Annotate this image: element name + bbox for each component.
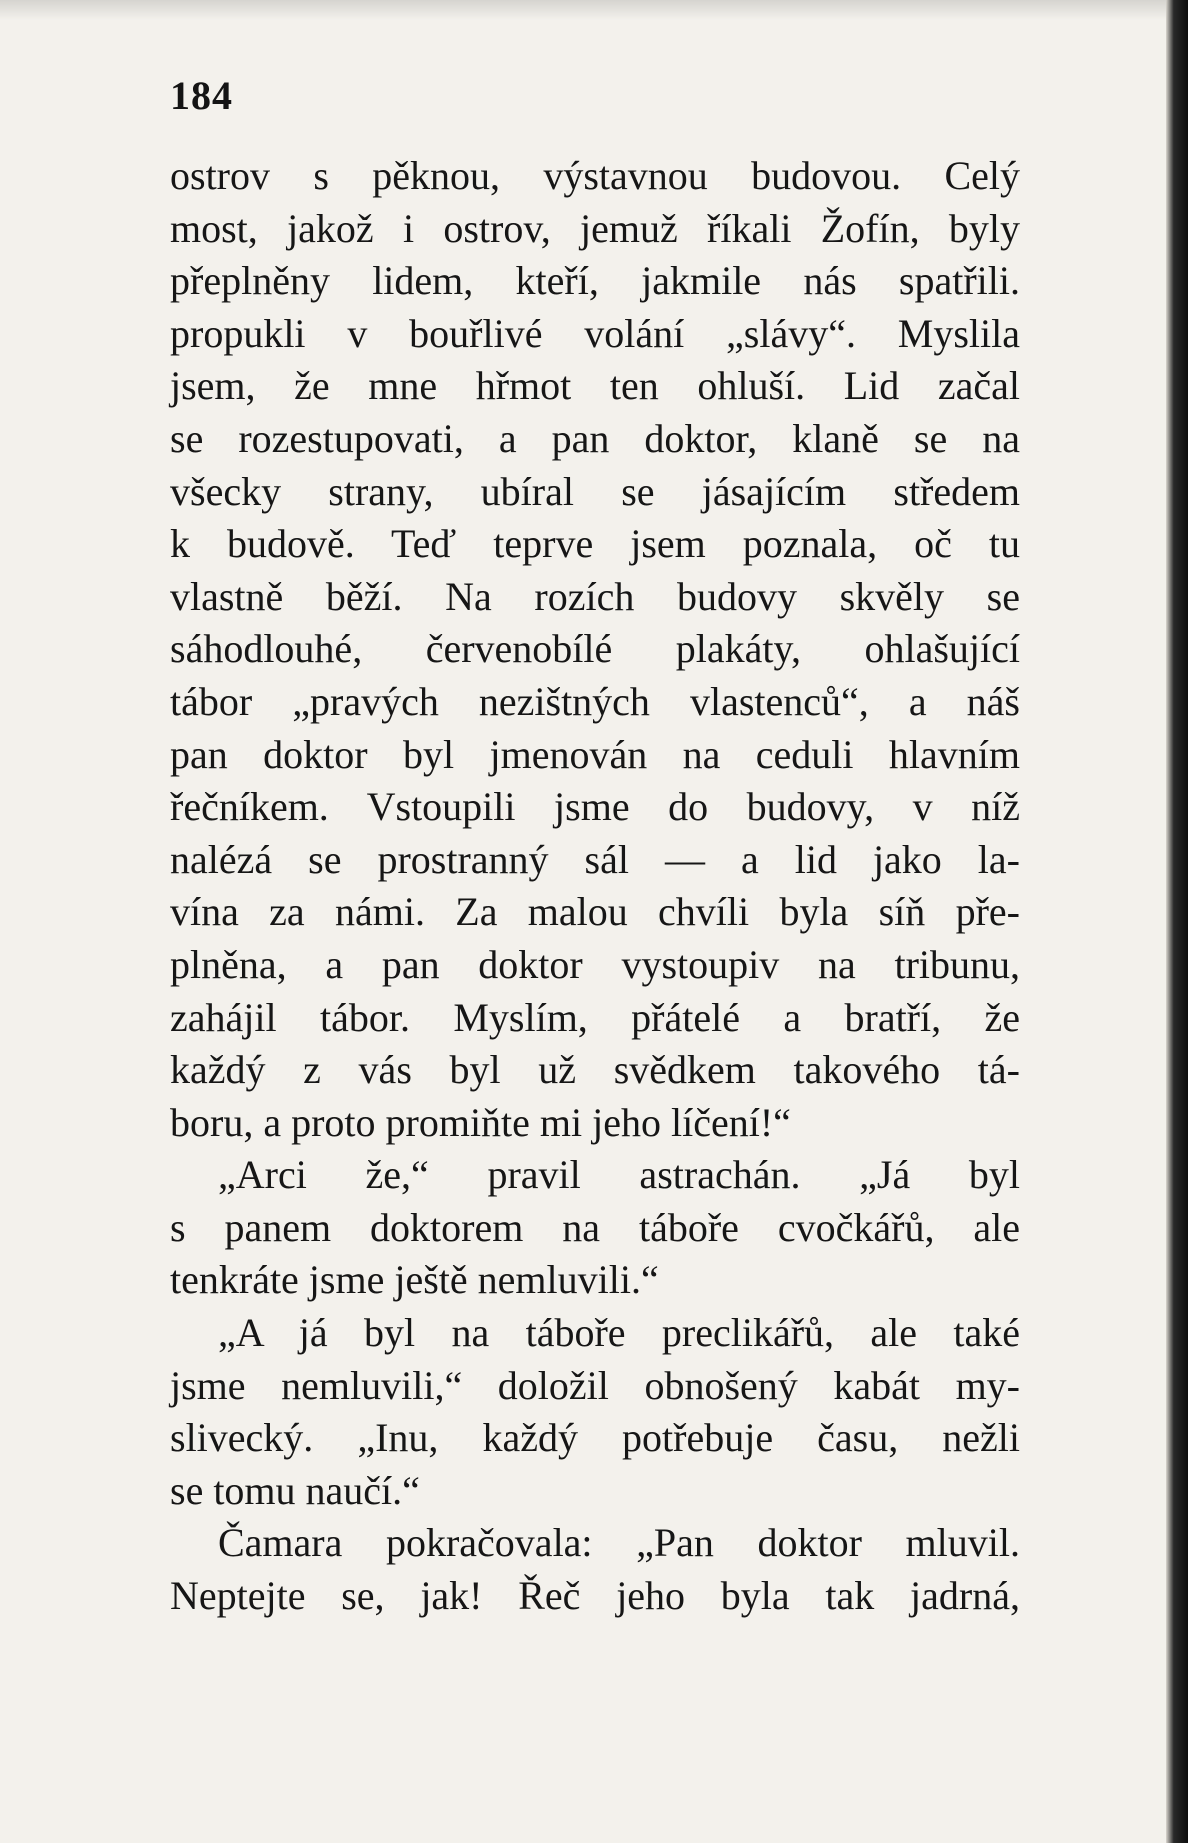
text-line: s panem doktorem na táboře cvočkářů, ale — [170, 1204, 1020, 1250]
text-line: most, jakož i ostrov, jemuž říkali Žofín, byly — [170, 205, 1020, 251]
text-line: pan doktor byl jmenován na ceduli hlavním — [170, 731, 1020, 777]
text-line: řečníkem. Vstoupili jsme do budovy, v níž — [170, 784, 1020, 830]
text-line: vína za námi. Za malou chvíli byla síň pře- — [170, 889, 1020, 935]
text-line: se tomu naučí.“ — [170, 1467, 420, 1513]
text-line: slivecký. „Inu, každý potřebuje času, nežli — [170, 1415, 1020, 1461]
text-line: jsem, že mne hřmot ten ohluší. Lid začal — [170, 363, 1020, 409]
text-line: tenkráte jsme ještě nemluvili.“ — [170, 1257, 659, 1303]
text-line: sáhodlouhé, červenobílé plakáty, ohlašující — [170, 626, 1020, 672]
text-line: k budově. Teď teprve jsem poznala, oč tu — [170, 521, 1020, 567]
text-line: „A já byl na táboře preclikářů, ale také — [218, 1310, 1020, 1356]
text-line: vlastně běží. Na rozích budovy skvěly se — [170, 573, 1020, 619]
text-line: jsme nemluvili,“ doložil obnošený kabát my- — [170, 1362, 1020, 1408]
text-line: „Arci že,“ pravil astrachán. „Já byl — [218, 1152, 1020, 1198]
text-line: propukli v bouřlivé volání „slávy“. Myslila — [170, 310, 1020, 356]
text-line: všecky strany, ubíral se jásajícím středem — [170, 468, 1020, 514]
text-line: každý z vás byl už svědkem takového tá- — [170, 1047, 1020, 1093]
body-text — [170, 150, 1020, 1623]
text-line: Neptejte se, jak! Řeč jeho byla tak jadrná, — [170, 1573, 1020, 1619]
text-line: přeplněny lidem, kteří, jakmile nás spatřili. — [170, 258, 1020, 304]
text-line: boru, a proto promiňte mi jeho líčení!“ — [170, 1099, 791, 1145]
page-top-shadow — [0, 0, 1166, 20]
page-number: 184 — [170, 73, 233, 118]
text-line: nalézá se prostranný sál — a lid jako la- — [170, 836, 1020, 882]
text-line: se rozestupovati, a pan doktor, klaně se na — [170, 415, 1020, 461]
text-line: plněna, a pan doktor vystoupiv na tribunu, — [170, 941, 1020, 987]
text-line: zahájil tábor. Myslím, přátelé a bratří, že — [170, 994, 1020, 1040]
text-line: Čamara pokračovala: „Pan doktor mluvil. — [218, 1520, 1020, 1566]
scan-edge-shadow — [1166, 0, 1188, 1843]
text-line: tábor „pravých nezištných vlastenců“, a náš — [170, 678, 1020, 724]
text-line: ostrov s pěknou, výstavnou budovou. Celý — [170, 153, 1020, 198]
